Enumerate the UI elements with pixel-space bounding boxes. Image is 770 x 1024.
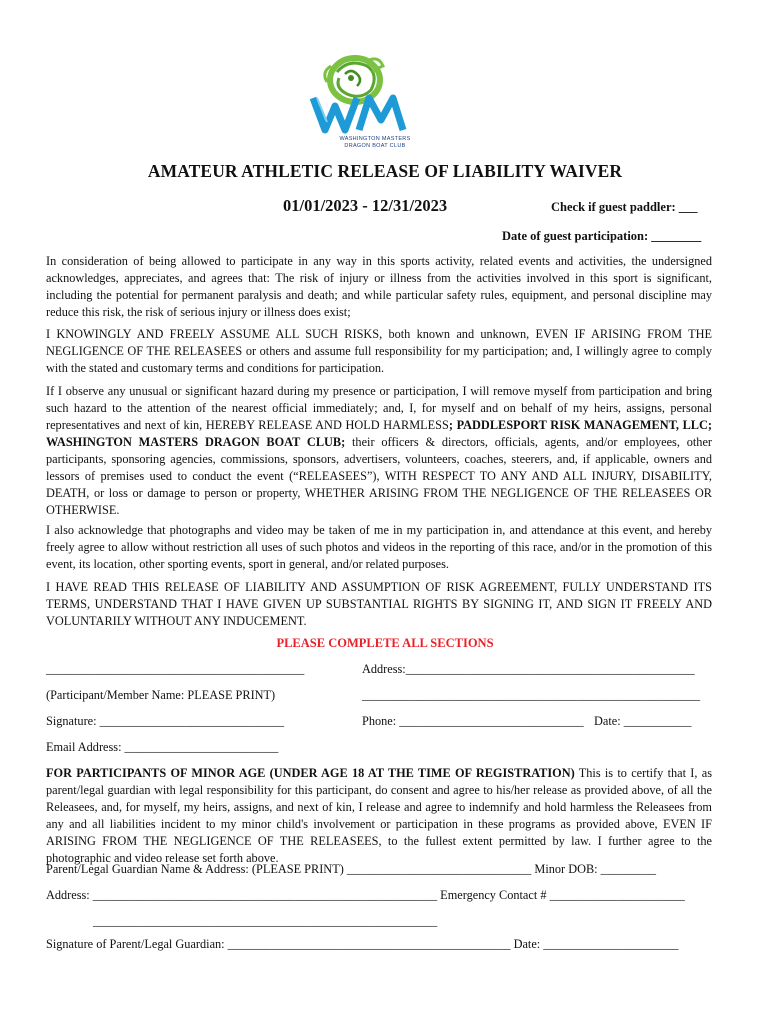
assume-risk-paragraph: I KNOWINGLY AND FREELY ASSUME ALL SUCH RISKS, both known and unknown, EVEN IF ARISING FROM THE NEGLIGENCE OF THE RELEASEES or others and assume full responsibility for my participation; and, I willingly agree to comply with the stated and customary terms and conditions for participation. xyxy=(46,327,712,375)
release-paragraph-text-2: their officers & directors, officials, agents, and/or employees, other participants, sponsoring agencies, commissions, sponsors, advertisers, volunteers, coaches, steerers, and, if applicable, owners and lessors of premises used to conduct the event (“RELEASEES”), WITH RESPECT TO ANY AND ALL INJURY, DISABILITY, DEATH, or loss or damage to person or property, WHETHER ARISING FROM THE NEGLIGENCE OF THE RELEASEES OR OTHERWISE. xyxy=(46,435,712,517)
logo-club-subname: DRAGON BOAT CLUB xyxy=(344,143,406,149)
address-field[interactable]: Address:_______________________________________________ xyxy=(362,662,695,676)
minor-paragraph xyxy=(46,765,712,867)
waiver-date-range: 01/01/2023 - 12/31/2023 xyxy=(283,196,448,215)
guardian-name-dob-field[interactable]: Parent/Legal Guardian Name & Address: (PLEASE PRINT) ______________________________ Minor DOB: _________ xyxy=(46,862,657,876)
guardian-signature-field[interactable]: Signature of Parent/Legal Guardian: ______________________________________________ Date: ______________________ xyxy=(46,937,679,951)
phone-field[interactable]: Phone: ______________________________ xyxy=(362,714,584,728)
club-logo xyxy=(305,52,445,150)
address-field-line2[interactable]: _______________________________________________________ xyxy=(362,688,701,702)
consideration-paragraph: In consideration of being allowed to participate in any way in this sports activity, related events and activities, the undersigned acknowledges, appreciates, and agrees that: The risk of injury or illness from the activities involved in this sport is significant, including the potential for permanent paralysis and death; and while particular safety rules, equipment, and personal discipline may reduce this risk, the risk of serious injury or illness does exist; xyxy=(46,254,712,319)
guardian-address-line2[interactable]: ________________________________________________________ xyxy=(93,914,438,928)
minor-heading-bold: FOR PARTICIPANTS OF MINOR AGE (UNDER AGE 18 AT THE TIME OF REGISTRATION) xyxy=(46,766,575,780)
minor-paragraph-text: This is to certify that I, as parent/legal guardian with legal responsibility for this participant, do consent and agree to his/her release as provided above, of all the Releasees, and, for myself, my heirs, assigns, and next of kin, I release and agree to indemnify and hold harmless the Releasees from any and all liabilities incident to my minor child's involvement or participation in these programs as provided above, EVEN IF ARISING FROM THE NEGLIGENCE OF THE RELEASEES, to the fullest extent permitted by law. I further agree to the photographic and video release set forth above. xyxy=(46,766,712,865)
photo-release-paragraph: I also acknowledge that photographs and video may be taken of me in my participation in, and attendance at this event, and hereby freely agree to allow without restriction all uses of such photos and videos in the reporting of this race, and/or in the promotion of this event, its location, other sporting events, sport in general, and/or related purposes. xyxy=(46,523,712,571)
guest-paddler-checkbox-field[interactable]: Check if guest paddler: ___ xyxy=(551,200,698,214)
guardian-address-emergency-field[interactable]: Address: ________________________________________________________ Emergency Contact # ______________________ xyxy=(46,888,685,902)
release-parties-bold: ; PADDLESPORT RISK MANAGEMENT, LLC; WASHINGTON MASTERS DRAGON BOAT CLUB; xyxy=(46,418,712,449)
acknowledgement-paragraph: I HAVE READ THIS RELEASE OF LIABILITY AND ASSUMPTION OF RISK AGREEMENT, FULLY UNDERSTAND ITS TERMS, UNDERSTAND THAT I HAVE GIVEN UP SUBSTANTIAL RIGHTS BY SIGNING IT, AND SIGN IT FREELY AND VOLUNTARILY WITHOUT ANY INDUCEMENT. xyxy=(46,580,712,628)
release-paragraph-text: If I observe any unusual or significant hazard during my presence or participation, I will remove myself from participation and bring such hazard to the attention of the nearest official immediately; and, I, for myself and on behalf of my heirs, assigns, personal representatives and next of kin, HEREBY RELEASE AND HOLD HARMLESS xyxy=(46,384,712,432)
participant-name-field[interactable]: __________________________________________ xyxy=(46,662,305,676)
logo-club-name: WASHINGTON MASTERS xyxy=(339,136,411,142)
signature-field[interactable]: Signature: ______________________________ xyxy=(46,714,285,728)
date-field[interactable]: Date: ___________ xyxy=(594,714,692,728)
email-field[interactable]: Email Address: _________________________ xyxy=(46,740,279,754)
complete-sections-heading: PLEASE COMPLETE ALL SECTIONS xyxy=(276,636,494,650)
participant-name-label: (Participant/Member Name: PLEASE PRINT) xyxy=(46,688,276,702)
wm-letters-icon xyxy=(313,98,403,130)
waiver-title: AMATEUR ATHLETIC RELEASE OF LIABILITY WAIVER xyxy=(147,161,623,181)
dragon-emblem-icon xyxy=(325,58,383,102)
release-paragraph xyxy=(46,383,712,519)
guest-participation-date-field[interactable]: Date of guest participation: ________ xyxy=(502,229,702,243)
